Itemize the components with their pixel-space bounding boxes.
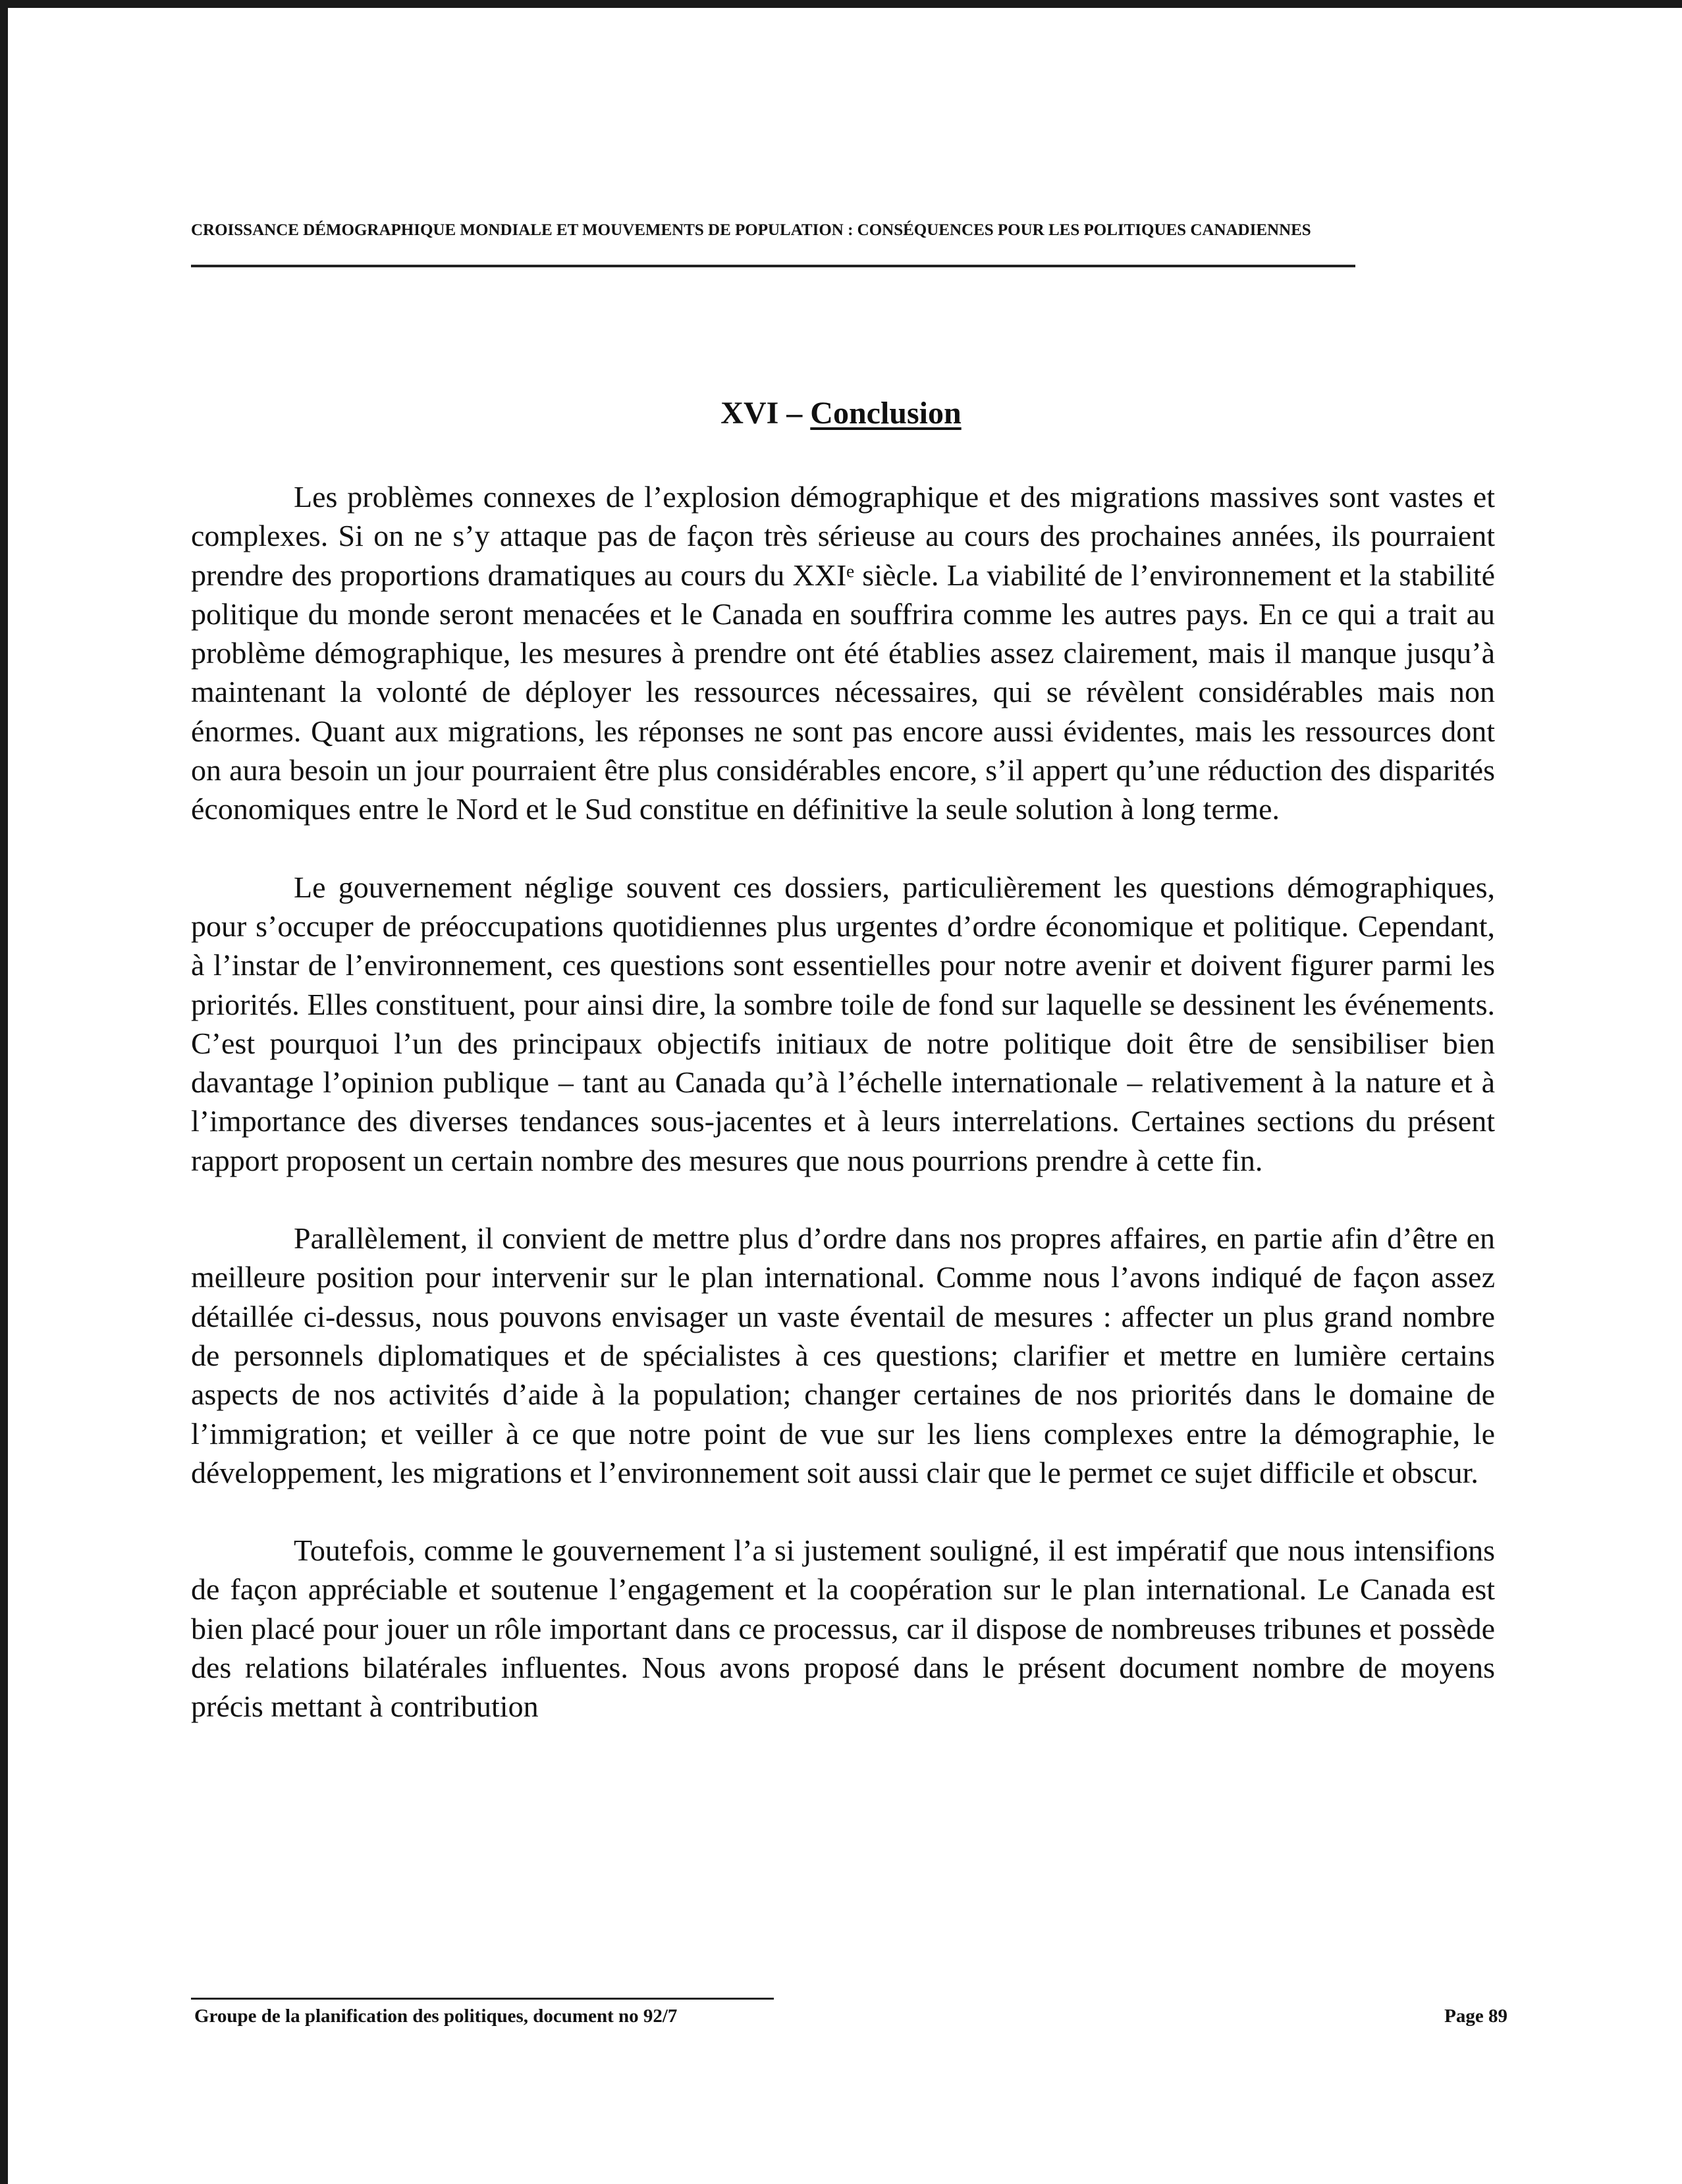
section-separator: – [786, 396, 803, 431]
paragraph-3: Parallèlement, il convient de mettre plus d’ordre dans nos propres affaires, en partie afin d’être en meilleure position pour intervenir sur le plan international. Comme nous l’avons indiqué de façon assez détaillée ci-dessus, nous pouvons envisager un vaste éventail de mesures : affecter un plus grand nombre de personnels diplomatiques et de spécialistes à ces questions; clarifier et mettre en lumière certains aspects de nos activités d’aide à la population; changer certaines de nos priorités dans le domaine de l’immigration; et veiller à ce que notre point de vue sur les liens complexes entre la démographie, le développement, les migrations et l’environnement soit aussi clair que le permet ce sujet difficile et obscur. [191, 1221, 1495, 1489]
paragraph-4: Toutefois, comme le gouvernement l’a si justement souligné, il est impératif que nous intensifions de façon appréciable et soutenue l’engagement et la coopération sur le plan international. Le Canada est bien placé pour jouer un rôle important dans ce processus, car il dispose de nombreuses tribunes et possède des relations bilatérales influentes. Nous avons proposé dans le présent document nombre de moyens précis mettant à contribution [191, 1533, 1495, 1724]
section-title [0, 395, 1682, 431]
footer-source: Groupe de la planification des politiques, document no 92/7 [194, 2006, 678, 2027]
scan-border-left [0, 0, 8, 2184]
section-number: XVI [720, 396, 779, 431]
section-title-text: Conclusion [810, 396, 962, 431]
header-rule [191, 265, 1355, 267]
footer-rule [191, 1998, 774, 2000]
page-number: Page 89 [1444, 2006, 1507, 2027]
scan-border-top [0, 0, 1682, 8]
running-header: CROISSANCE DÉMOGRAPHIQUE MONDIALE ET MOUVEMENTS DE POPULATION : CONSÉQUENCES POUR LES POLITIQUES CANADIENNES [191, 221, 1311, 239]
paragraph-1: Les problèmes connexes de l’explosion démographique et des migrations massives sont vastes et complexes. Si on ne s’y attaque pas de façon très sérieuse au cours des prochaines années, ils pourraient prendre des proportions dramatiques au cours du XXIᵉ siècle. La viabilité de l’environnement et la stabilité politique du monde seront menacées et le Canada en souffrira comme les autres pays. En ce qui a trait au problème démographique, les mesures à prendre ont été établies assez clairement, mais il manque jusqu’à maintenant la volonté de déployer les ressources nécessaires, qui se révèlent considérables mais non énormes. Quant aux migrations, les réponses ne sont pas encore aussi évidentes, mais les ressources dont on aura besoin un jour pourraient être plus considérables encore, s’il appert qu’une réduction des disparités économiques entre le Nord et le Sud constitue en définitive la seule solution à long terme. [191, 480, 1495, 826]
paragraph-2: Le gouvernement néglige souvent ces dossiers, particulièrement les questions démographiques, pour s’occuper de préoccupations quotidiennes plus urgentes d’ordre économique et politique. Cependant, à l’instar de l’environnement, ces questions sont essentielles pour notre avenir et doivent figurer parmi les priorités. Elles constituent, pour ainsi dire, la sombre toile de fond sur laquelle se dessinent les événements. C’est pourquoi l’un des principaux objectifs initiaux de notre politique doit être de sensibiliser bien davantage l’opinion publique – tant au Canada qu’à l’échelle internationale – relativement à la nature et à l’importance des diverses tendances sous-jacentes et à leurs interrelations. Certaines sections du présent rapport proposent un certain nombre des mesures que nous pourrions prendre à cette fin. [191, 870, 1495, 1177]
body-text [191, 477, 1495, 1765]
